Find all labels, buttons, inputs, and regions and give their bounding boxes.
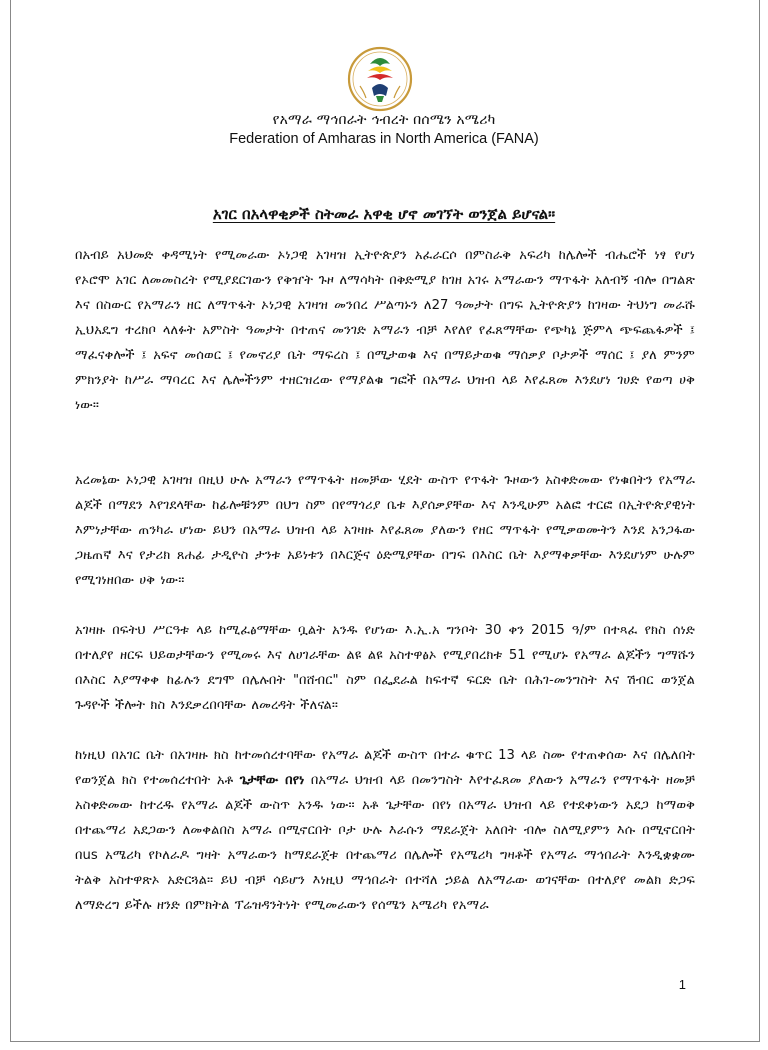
paragraph-1: በአብይ አህመድ ቀዳሚነት የሚመራው ኦነጋዊ አገዛዝ ኢትዮጵያን አፈራርሶ በምስራቅ አፍሪካ ከሌሎች ብሔሮች ነፃ የሆነ የኦሮሞ አገር ለመመስረት የሚያደርገውን የቅዠት ጉዞ ለማሳካት በቅድሚያ ከገዘ አገሩ አማራውን ማጥፋት አለብኝ ብሎ በግልጽ እና በስውር የአማራን ዘር ለማጥፋት ኦነጋዊ አገዛዝ መንበረ ሥልጣኑን ለ27 ዓመታት በግፍ ኢትዮጵያን ከገዛው ትህነግ መራሹ ኢህአዴግ ተረክቦ ላለፉት አምስት ዓመታት በተጠና መንገድ አማራን ብቻ እየለየ የፈጸማቸው የጭካኔ ጅምላ ጭፍጨፋዎች ፤ ማፈናቀሎች ፤ አፍኖ መሰወር ፤ የመኖሪያ ቤት ማፍረስ ፤ በሚታወቁ እና በማይታወቁ ማሰቃያ ቦታዎች ማሰር ፤ ያለ ምንም ምክንያት ከሥራ ማባረር እና ሌሎችንም ተዘርዝረው የማያልቁ ግፎች በአማራ ህዝብ ላይ እየፈጸመ እንደሆነ ገሀድ የወጣ ሀቅ ነው። bbox=[75, 248, 696, 413]
paragraph-4-part-1: ከነዚህ በአገር ቤት በአገዛዙ ክስ ከተመሰረተባቸው የአማራ ልጆች ውስጥ በተራ ቁጥር 13 ላይ ስሙ የተጠቀሰው እና በሌለበት የወንጀል ክስ የተመሰረተበት አቶ bbox=[75, 748, 695, 788]
page-border-right bbox=[759, 0, 760, 1042]
org-name-amharic: የአማራ ማኅበራት ኅብረት በሰሜን አሜሪካ bbox=[272, 112, 496, 128]
paragraph-4-part-2: በአማራ ህዝብ ላይ በመንግስት እየተፈጸመ ያለውን አማራን የማጥፋት ዘመቻ አስቀድመው ከተረዱ የአማራ ልጆች ውስጥ አንዱ ነው። አቶ ጌታቸው በየነ በአማራ ህዝብ ላይ የተደቀነውን አደጋ ከማወቅ በተጨማሪ አደጋውን ለመቀልበስ አማራ በሚኖርበት ቦታ ሁሉ እራሱን ማደራጀት አለበት ብሎ ስለሚያምን እሱ በሚኖርበት በus አሜሪካ የኮለራዶ ግዛት አማራውን ከማደራጀቱ በተጨማሪ በሌሎች የአሜሪካ ግዛቶች የአማራ ማኅበራት እንዲቋቋሙ ትልቅ አስተዋጽኦ አድርጓል። ይህ ብቻ ሳይሆን እነዚህ ማኅበራት በተሻለ ኃይል ለአማራው ወገናቸው በተለያየ መልክ ድጋፍ ለማድረግ ይችሉ ዘንድ በምክትል ፕሬዝዳንትነት የሚመራውን የሰሜን አሜሪካ የአማራ bbox=[75, 773, 696, 913]
page-border-bottom bbox=[10, 1041, 760, 1042]
page-title-text: አገር በአላዋቂዎች ስትመራ አዋቂ ሆኖ መገኘት ወንጀል ይሆናል። bbox=[212, 205, 556, 223]
fana-emblem-icon bbox=[340, 44, 420, 114]
paragraph-2: አረመኔው ኦነጋዊ አገዛዝ በዚህ ሁሉ አማራን የማጥፋት ዘመቻው ሂደት ውስጥ የጥፋት ጉዞውን አስቀድመው የነቁበትን የአማራ ልጆች በማደን እየገደላቸው ከፊሎቹንም በህግ ስም በየማጎሪያ ቤቱ እያሰቃያቸው እና እንዲሁም አልፎ ተርፎ በኢትዮጵያዊነት እምነታቸው ጠንካራ ሆነው ይህን በአማራ ህዝብ ላይ አገዛዙ እየፈጸመ ያለውን የዘር ማጥፋት የሚቃወሙትን እንደ አንጋፋው ጋዜጠኛ እና የታሪክ ጸሐፊ ታዲዮስ ታንቱ አይነቱን በእርጅና ዕድሜያቸው በግፍ በእስር ቤት እያማቀቃቸው እንደሆነም ሁሉም የሚገነዘበው ሀቅ ነው። bbox=[75, 473, 695, 588]
page-border-left bbox=[10, 0, 11, 1042]
paragraph-3: አገዛዙ በፍትህ ሥርዓቱ ላይ ከሚፈፅማቸው ቧልት አንዱ የሆነው እ.ኢ.አ ግንቦት 30 ቀን 2015 ዓ/ም በተጻፈ የክስ ሰነድ በተለያየ ዘርፍ ህይወታቸውን የሚመሩ እና ለሀገራቸው ልዩ ልዩ አስተዋፅኦ የሚያበረክቱ 51 የሚሆኑ የአማራ ልጆችን ግማሹን በእስር እያማቀቀ ከፊሉን ደግሞ በሌሉበት "በሸብር" ስም በፌደራል ከፍተኛ ፍርድ ቤት በሕገ-መንግስት እና ሽብር ወንጀል ጉዳዮች ችሎት ክስ እንደቃረበባቸው ለመረዳት ችለናል። bbox=[75, 623, 695, 713]
org-name-english: Federation of Amharas in North America (FANA) bbox=[229, 131, 539, 147]
page-title bbox=[0, 205, 768, 223]
highlighted-name: ጌታቸው በየነ bbox=[239, 773, 305, 788]
page-number: 1 bbox=[678, 977, 686, 992]
paragraph-4 bbox=[75, 743, 695, 918]
